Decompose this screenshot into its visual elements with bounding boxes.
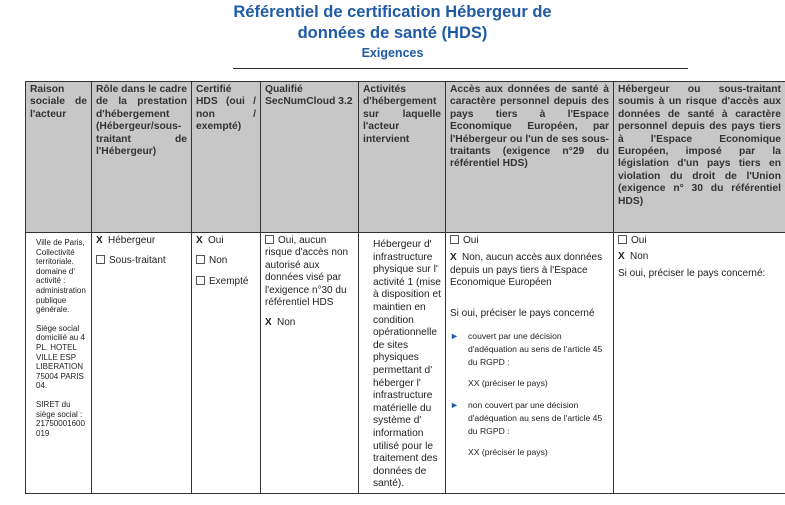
certified-option-exempte[interactable]: Exempté <box>196 276 256 288</box>
checkbox-empty-icon <box>265 235 274 244</box>
checkbox-checked-icon: X <box>618 251 625 263</box>
title-line-2: données de santé (HDS) <box>297 24 488 42</box>
cell-risk <box>614 233 785 494</box>
risk-option-oui[interactable]: Oui <box>618 235 781 247</box>
cell-actor <box>26 233 92 494</box>
role-option-hebergeur[interactable]: X Hébergeur <box>96 235 156 246</box>
document-title <box>0 2 785 44</box>
actor-line: SIRET du siège social : 21750001600 019 <box>36 399 85 438</box>
checkbox-empty-icon <box>450 235 459 244</box>
access-option-oui[interactable]: Oui <box>450 235 609 247</box>
checkbox-empty-icon <box>196 255 205 264</box>
access-bullet-covered: ► couvert par une décision d'adéquation au sens de l'article 45 du RGPD : <box>450 331 603 368</box>
header-acces-pays-tiers: Accès aux données de santé à caractère personnel depuis des pays tiers à l'Espace Economique Européen, par l'Hébergeur ou l'un de ses sous-traitants (exigence n°29 du référentiel HDS) <box>446 82 614 233</box>
arrow-bullet-icon: ► <box>450 331 459 342</box>
activity-text: Hébergeur d' infrastructure physique sur l' activité 1 (mise à disposition et maintien en condition opérationnelle de sites physiques permettant d' héberger l' infrastructure matérielle du système d' information utilisé pour le traitement des données de santé). <box>373 239 441 490</box>
role-option-sous-traitant[interactable]: Sous-traitant <box>96 255 187 267</box>
cell-activity <box>359 233 446 494</box>
actor-spacer <box>36 391 87 400</box>
access-option-non[interactable]: X Non, aucun accès aux données depuis un pays tiers à l'Espace Economique Européen <box>450 252 603 289</box>
access-bullet-not-covered-xx: XX (préciser le pays) <box>468 447 548 458</box>
arrow-bullet-icon: ► <box>450 400 459 411</box>
access-precise-text: Si oui, préciser le pays concerné <box>450 307 595 319</box>
actor-line: administration publique générale. <box>36 285 86 315</box>
header-activites: Activités d'hébergement sur laquelle l'acteur intervient <box>359 82 446 233</box>
checkbox-checked-icon: X <box>96 235 103 246</box>
checkbox-empty-icon <box>196 276 205 285</box>
header-raison-sociale: Raison sociale de l'acteur <box>26 82 92 233</box>
actor-line: Collectivité territoriale. <box>36 247 75 267</box>
title-line-1: Référentiel de certification Hébergeur de <box>233 3 552 21</box>
cell-secnumcloud <box>261 233 359 494</box>
header-role: Rôle dans le cadre de la prestation d'hébergement (Hébergeur/sous-traitant de l'Hébergeur) <box>92 82 192 233</box>
access-bullet-not-covered: ► non couvert par une décision d'adéquation au sens de l'article 45 du RGPD : <box>450 400 603 437</box>
risk-precise-text: Si oui, préciser le pays concerné: <box>618 267 766 279</box>
secnum-option-non[interactable]: X Non <box>265 317 296 329</box>
actor-line: Siège social domicilié au 4 PL. HOTEL VILLE ESP LIBERATION 75004 PARIS 04. <box>36 323 85 391</box>
table-header-row <box>26 82 785 233</box>
horizontal-rule <box>233 68 688 69</box>
actor-spacer <box>36 315 87 324</box>
cell-access <box>446 233 614 494</box>
checkbox-empty-icon <box>618 235 627 244</box>
access-bullet-covered-xx: XX (préciser le pays) <box>468 378 548 389</box>
checkbox-empty-icon <box>96 255 105 264</box>
secnum-option-oui[interactable]: Oui, aucun risque d'accès non autorisé aux données visé par l'exigence n°30 du référentiel HDS <box>265 235 349 309</box>
certified-option-oui[interactable]: X Oui <box>196 235 224 246</box>
section-subtitle: Exigences <box>361 46 424 60</box>
header-secnumcloud: Qualifié SecNumCloud 3.2 <box>261 82 359 233</box>
actor-line: domaine d' activité : <box>36 266 75 286</box>
checkbox-checked-icon: X <box>450 252 457 264</box>
actor-line: Ville de Paris, <box>36 238 85 247</box>
header-certifie-hds: Certifié HDS (oui / non / exempté) <box>192 82 261 233</box>
certified-option-non[interactable]: Non <box>196 255 256 267</box>
header-risque-acces: Hébergeur ou sous-traitant soumis à un risque d'accès aux données de santé à caractère personnel depuis des pays tiers à l'Espace Economique Européen, imposé par la législation d'un pays tiers en violation du droit de l'Union (exigence n° 30 du référentiel HDS) <box>614 82 785 233</box>
table-row <box>26 233 785 494</box>
cell-certified <box>192 233 261 494</box>
risk-option-non[interactable]: X Non <box>618 251 649 263</box>
checkbox-checked-icon: X <box>265 317 272 329</box>
checkbox-checked-icon: X <box>196 235 203 246</box>
cell-role <box>92 233 192 494</box>
certification-table <box>25 81 785 494</box>
